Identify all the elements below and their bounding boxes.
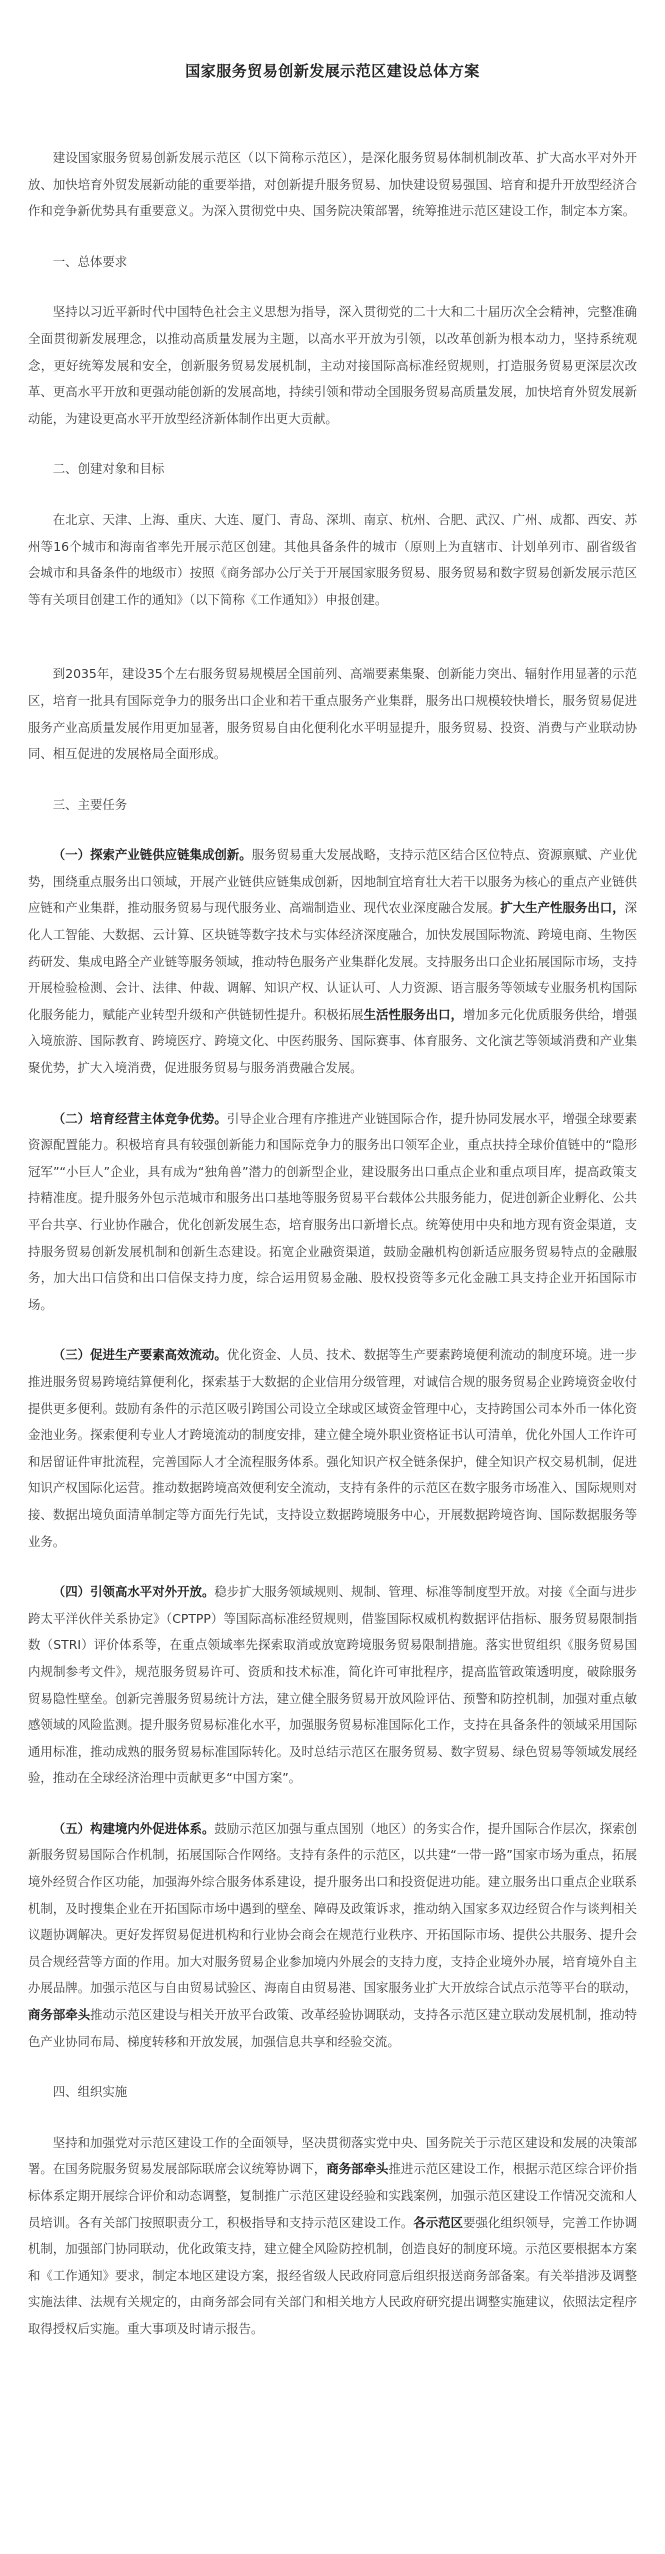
task-5-text-a: 鼓励示范区加强与重点国别（地区）的务实合作，提升国际合作层次，探索创新服务贸易国际合作机制，拓展国际合作网络。支持有条件的示范区，以共建“一带一路”国家市场为重点，拓展境外经贸合作区功能，加强海外综合服务体系建设，提升服务出口和投资促进功能。建立服务出口重点企业联系机制，及时搜集企业在开拓国际市场中遇到的壁垒、障碍及政策诉求，推动纳入国家多双边经贸合作与谈判相关议题协调解决。更好发挥贸易促进机构和行业协会商会在规范行业秩序、开拓国际市场、提供公共服务、提升会员合规经营等方面的作用。加大对服务贸易企业参加境内外展会的支持力度，支持企业境外办展，培育境外自主办展品牌。加强示范区与自由贸易试验区、海南自由贸易港、国家服务业扩大开放综合试点示范等平台的联动， <box>28 1820 638 1996</box>
task-1-lead: （一）探索产业链供应链集成创新。 <box>52 847 252 863</box>
implementation-bold-b: 各示范区 <box>413 2214 464 2230</box>
task-5-bold-mid: 商务部牵头 <box>28 2007 91 2023</box>
task-2-text: 引导企业合理有序推进产业链国际合作，提升协同发展水平，增强全球要素资源配置能力。积极培育具有较强创新能力和国际竞争力的服务出口领军企业，重点扶持全球价值链中的“隐形冠军”“小巨人”企业，具有成为“独角兽”潜力的创新型企业，建设服务出口重点企业和重点项目库，提高政策支持精准度。提升服务外包示范城市和服务出口基地等服务贸易平台载体公共服务能力，促进创新企业孵化、公共平台共享、行业协作融合，优化创新发展生态，培育服务出口新增长点。统筹使用中央和地方现有资金渠道，支持服务贸易创新发展机制和创新生态建设。拓宽企业融资渠道，鼓励金融机构创新适应服务贸易特点的金融服务，加大出口信贷和出口信保支持力度，综合运用贸易金融、股权投资等多元化金融工具支持企业开拓国际市场。 <box>28 1110 638 1312</box>
implementation-paragraph <box>28 2130 637 2343</box>
section-heading-targets: 二、创建对象和目标 <box>52 461 165 477</box>
intro-paragraph: 建设国家服务贸易创新发展示范区（以下简称示范区），是深化服务贸易体制机制改革、扩大高水平对外开放、加快培育外贸发展新动能的重要举措，对创新提升服务贸易、加快建设贸易强国、培育和提升开放型经济合作和竞争新优势具有重要意义。为深入贯彻党中央、国务院决策部署，统筹推进示范区建设工作，制定本方案。 <box>28 150 637 219</box>
overall-requirements-paragraph: 坚持以习近平新时代中国特色社会主义思想为指导，深入贯彻党的二十大和二十届历次全会精神，完整准确全面贯彻新发展理念，以推动高质量发展为主题，以高水平开放为引领，以改革创新为根本动力，坚持系统观念，更好统筹发展和安全，创新服务贸易发展机制，主动对接国际高标准经贸规则，打造服务贸易更深层次改革、更高水平开放和更强动能创新的发展高地，持续引领和带动全国服务贸易高质量发展，加快培育外贸发展新动能，为建设更高水平开放型经济新体制作出更大贡献。 <box>28 304 637 426</box>
task-3-paragraph <box>28 1342 637 1555</box>
task-2-paragraph <box>28 1106 637 1319</box>
task-4-lead: （四）引领高水平对外开放。 <box>52 1584 215 1600</box>
task-2-lead: （二）培育经营主体竞争优势。 <box>52 1110 227 1126</box>
task-3-text: 优化资金、人员、技术、数据等生产要素跨境便利流动的制度环境。进一步推进服务贸易跨境结算便利化，探索基于大数据的企业信用分级管理，对诚信合规的服务贸易企业跨境资金收付提供更多便利。鼓励有条件的示范区吸引跨国公司设立全球或区域资金管理中心，支持跨国公司本外币一体化资金池业务。探索便利专业人才跨境流动的制度安排，建立健全境外职业资格证书认可清单，优化外国人工作许可和居留证件审批流程，完善国际人才全流程服务体系。强化知识产权全链条保护，健全知识产权交易机制，促进知识产权国际化运营。推动数据跨境高效便利安全流动，支持有条件的示范区在数字服务市场准入、国际规则对接、数据出境负面清单制定等方面先行先试，支持设立数据跨境服务中心，开展数据跨境咨询、国际数据服务等业务。 <box>28 1347 638 1549</box>
task-1-bold-mid: 扩大生产性服务出口， <box>500 900 625 916</box>
task-5-paragraph <box>28 1816 637 2055</box>
targets-cities-paragraph: 在北京、天津、上海、重庆、大连、厦门、青岛、深圳、南京、杭州、合肥、武汉、广州、成都、西安、苏州等16个城市和海南省率先开展示范区创建。其他具备条件的城市（原则上为直辖市、计划单列市、副省级省会城市和具备条件的地级市）按照《商务部办公厅关于开展国家服务贸易、服务贸易和数字贸易创新发展示范区等有关项目创建工作的通知》（以下简称《工作通知》）申报创建。 <box>28 511 637 607</box>
task-1-text-c: 增加多元化优质服务供给，增强入境旅游、国际教育、跨境医疗、跨境文化、中医药服务、国际赛事、体育服务、文化演艺等领域消费和产业集聚优势，扩大入境消费，促进服务贸易与服务消费融合发展。 <box>28 1006 638 1076</box>
implementation-text-c: 要强化组织领导，完善工作协调机制，加强部门协同联动，优化政策支持，建立健全风险防控机制，创造良好的制度环境。示范区要根据本方案和《工作通知》要求，制定本地区建设方案，报经省级人民政府同意后组织报送商务部备案。有关举措涉及调整实施法律、法规有关规定的，由商务部会同有关部门和相关地方人民政府研究提出调整实施建议，依照法定程序取得授权后实施。重大事项及时请示报告。 <box>28 2214 638 2336</box>
task-4-paragraph <box>28 1579 637 1792</box>
document-title: 国家服务贸易创新发展示范区建设总体方案 <box>185 62 480 80</box>
task-5-lead: （五）构建境内外促进体系。 <box>52 1820 215 1836</box>
task-1-bold-mid2: 生活性服务出口， <box>363 1006 464 1022</box>
task-3-lead: （三）促进生产要素高效流动。 <box>52 1347 227 1363</box>
task-1-text-b: 深化人工智能、大数据、云计算、区块链等数字技术与实体经济深度融合，加快发展国际物流、跨境电商、生物医药研发、集成电路全产业链等服务领域，推动特色服务产业集群化发展。支持服务出口企业拓展国际市场，支持开展检验检测、会计、法律、仲裁、调解、知识产权、认证认可、人力资源、语言服务等领域专业服务机构国际化服务能力，赋能产业转型升级和产供链韧性提升。积极拓展 <box>28 900 638 1022</box>
task-4-text: 稳步扩大服务领域规则、规制、管理、标准等制度型开放。对接《全面与进步跨太平洋伙伴关系协定》（CPTPP）等国际高标准经贸规则，借鉴国际权威机构数据评估指标、服务贸易限制指数（STRI）评价体系等，在重点领域率先探索取消或放宽跨境服务贸易限制措施。落实世贸组织《服务贸易国内规制参考文件》，规范服务贸易许可、资质和技术标准，简化许可审批程序，提高监管政策透明度，破除服务贸易隐性壁垒。创新完善服务贸易统计方法，建立健全服务贸易开放风险评估、预警和防控机制，加强对重点敏感领域的风险监测。提升服务贸易标准化水平，加强服务贸易标准国际化工作，支持在具备条件的领域采用国际通用标准，推动成熟的服务贸易标准国际转化。及时总结示范区在服务贸易、数字贸易、绿色贸易等领域发展经验，推动在全球经济治理中贡献更多“中国方案”。 <box>28 1584 638 1786</box>
section-heading-overall-requirements: 一、总体要求 <box>52 253 128 269</box>
section-heading-implementation: 四、组织实施 <box>52 2084 128 2100</box>
task-1-text-a: 服务贸易重大发展战略，支持示范区结合区位特点、资源禀赋、产业优势，围绕重点服务出口领域，开展产业链供应链集成创新，因地制宜培育壮大若干以服务为核心的重点产业链供应链和产业集群，推动服务贸易与现代服务业、高端制造业、现代农业深度融合发展。 <box>28 847 638 916</box>
targets-goal-2035-paragraph: 到2035年，建设35个左右服务贸易规模居全国前列、高端要素集聚、创新能力突出、辐射作用显著的示范区，培育一批具有国际竞争力的服务出口企业和若干重点服务产业集群，服务出口规模较快增长，服务贸易促进服务产业高质量发展作用更加显著，服务贸易自由化便利化水平明显提升，服务贸易、投资、消费与产业联动协同、相互促进的发展格局全面形成。 <box>28 666 637 762</box>
section-heading-main-tasks: 三、主要任务 <box>52 796 128 812</box>
implementation-bold-a: 商务部牵头 <box>326 2161 389 2177</box>
implementation-text-a: 坚持和加强党对示范区建设工作的全面领导，坚决贯彻落实党中央、国务院关于示范区建设和发展的决策部署。在国务院服务贸易发展部际联席会议统筹协调下， <box>28 2134 637 2177</box>
task-5-text-b: 推动示范区建设与相关开放平台政策、改革经验协调联动，支持各示范区建立联动发展机制，推动特色产业协同布局、梯度转移和开放发展，加强信息共享和经验交流。 <box>28 2007 638 2049</box>
implementation-text-b: 推进示范区建设工作，根据示范区综合评价指标体系定期开展综合评价和动态调整，复制推广示范区建设经验和实践案例，加强示范区建设工作情况交流和人员培训。各有关部门按照职责分工，积极指导和支持示范区建设工作。 <box>28 2161 638 2230</box>
task-1-paragraph <box>28 842 637 1081</box>
